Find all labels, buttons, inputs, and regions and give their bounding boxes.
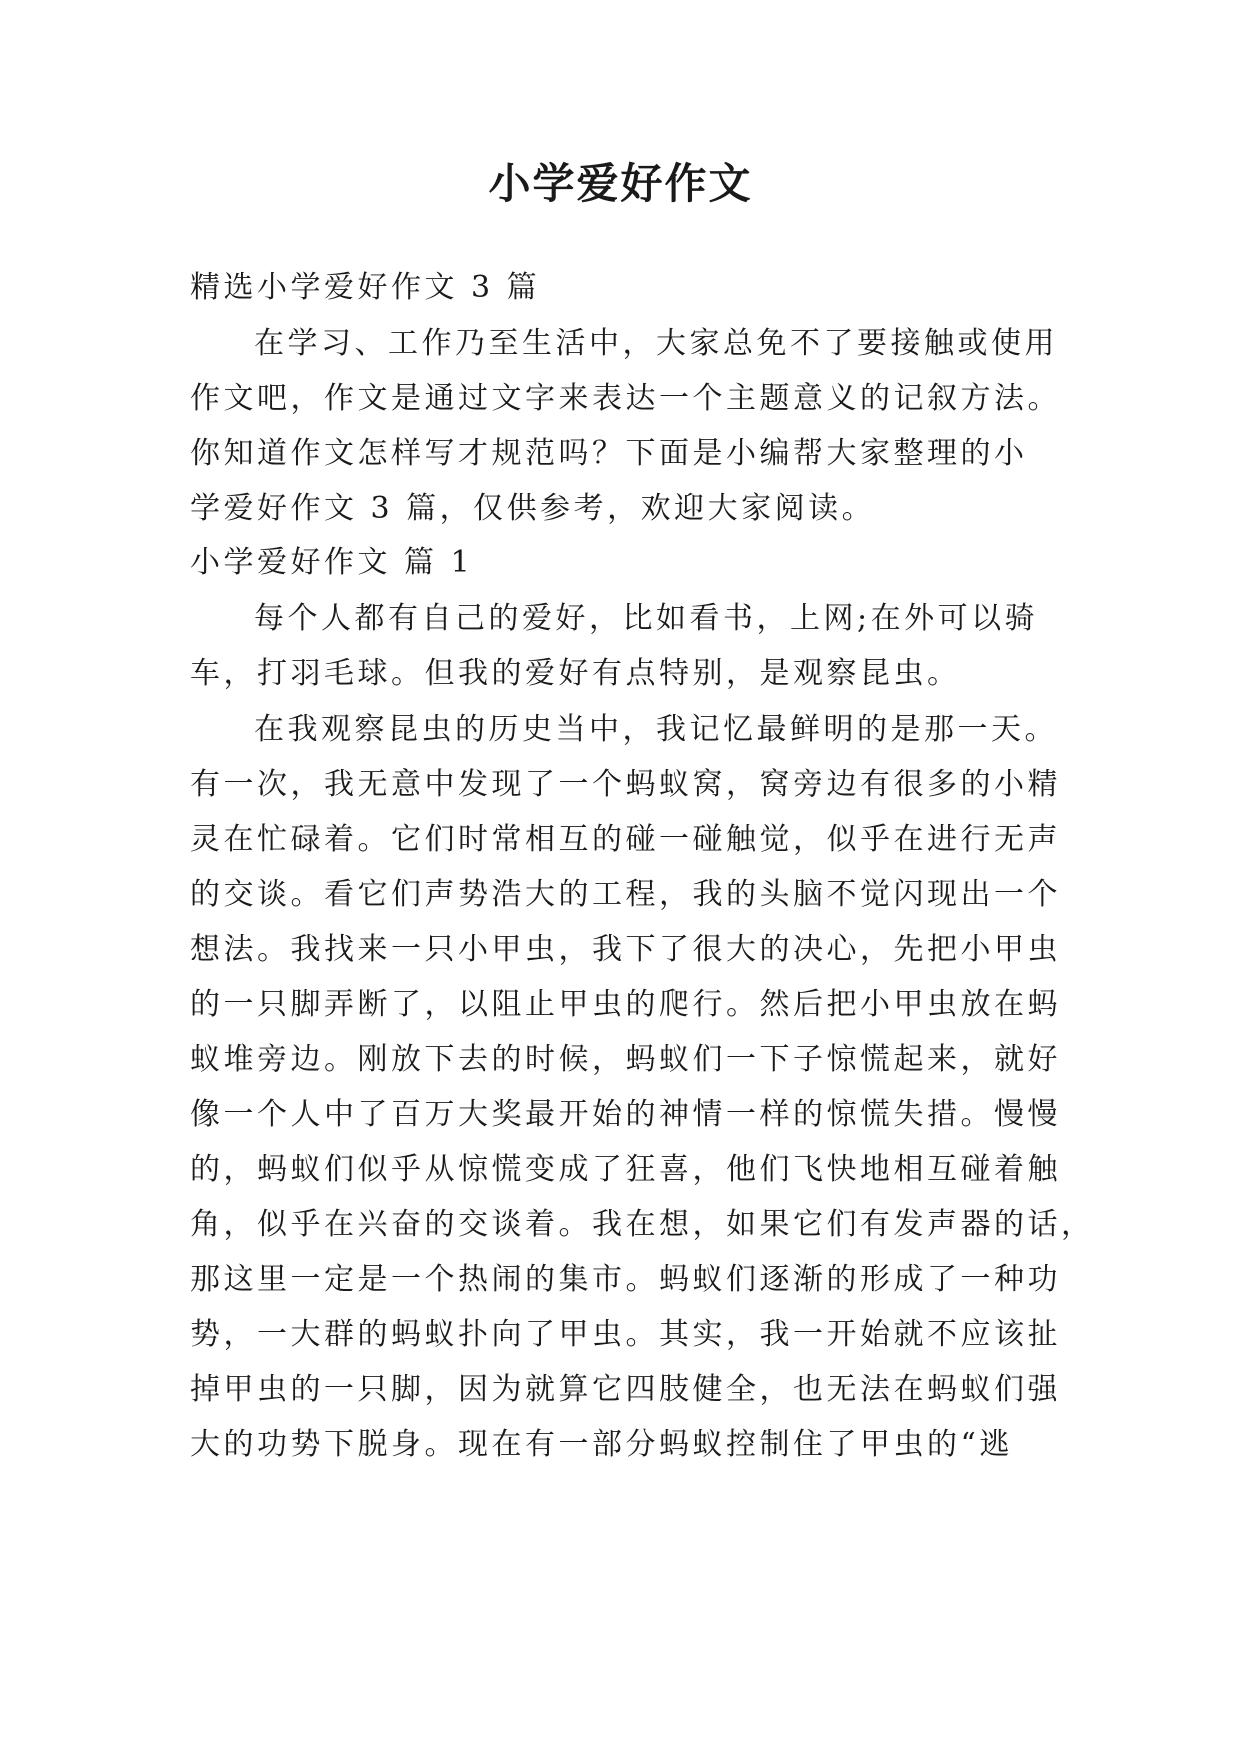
paragraph-line: 的，蚂蚁们似乎从惊慌变成了狂喜，他们飞快地相互碰着触 [190,1152,1061,1187]
paragraph-line: 学爱好作文 3 篇，仅供参考，欢迎大家阅读。 [190,491,876,526]
paragraph-line: 每个人都有自己的爱好，比如看书，上网;在外可以骑 [254,601,1039,636]
paragraph-line: 的一只脚弄断了，以阻止甲虫的爬行。然后把小甲虫放在蚂 [190,987,1061,1022]
paragraph-line: 作文吧，作文是通过文字来表达一个主题意义的记叙方法。 [190,381,1061,416]
paragraph-line: 那这里一定是一个热闹的集市。蚂蚁们逐渐的形成了一种功 [190,1262,1061,1297]
paragraph-line: 蚁堆旁边。刚放下去的时候，蚂蚁们一下子惊慌起来，就好 [190,1042,1061,1077]
paragraph-line: 灵在忙碌着。它们时常相互的碰一碰触觉，似乎在进行无声 [190,822,1061,857]
paragraph-line: 车，打羽毛球。但我的爱好有点特别，是观察昆虫。 [190,656,961,691]
paragraph-line: 角，似乎在兴奋的交谈着。我在想，如果它们有发声器的话， [190,1207,1095,1242]
paragraph-line: 在我观察昆虫的历史当中，我记忆最鲜明的是那一天。 [254,712,1058,747]
paragraph-line: 的交谈。看它们声势浩大的工程，我的头脑不觉闪现出一个 [190,877,1061,912]
paragraph-line: 像一个人中了百万大奖最开始的神情一样的惊慌失措。慢慢 [190,1097,1061,1132]
paragraph-line: 大的功势下脱身。现在有一部分蚂蚁控制住了甲虫的“逃 [190,1427,1013,1462]
paragraph-line: 想法。我找来一只小甲虫，我下了很大的决心，先把小甲虫 [190,932,1061,967]
paragraph-line: 有一次，我无意中发现了一个蚂蚁窝，窝旁边有很多的小精 [190,767,1061,802]
paragraph-line: 掉甲虫的一只脚，因为就算它四肢健全，也无法在蚂蚁们强 [190,1372,1061,1407]
paragraph-line: 在学习、工作乃至生活中，大家总免不了要接触或使用 [254,326,1058,361]
paragraph-line: 你知道作文怎样写才规范吗？下面是小编帮大家整理的小 [190,436,1028,471]
paragraph-line: 势，一大群的蚂蚁扑向了甲虫。其实，我一开始就不应该扯 [190,1317,1061,1352]
document-title: 小学爱好作文 [488,159,753,208]
section-heading: 小学爱好作文 篇 1 [190,545,474,580]
subtitle-line: 精选小学爱好作文 3 篇 [190,270,541,305]
